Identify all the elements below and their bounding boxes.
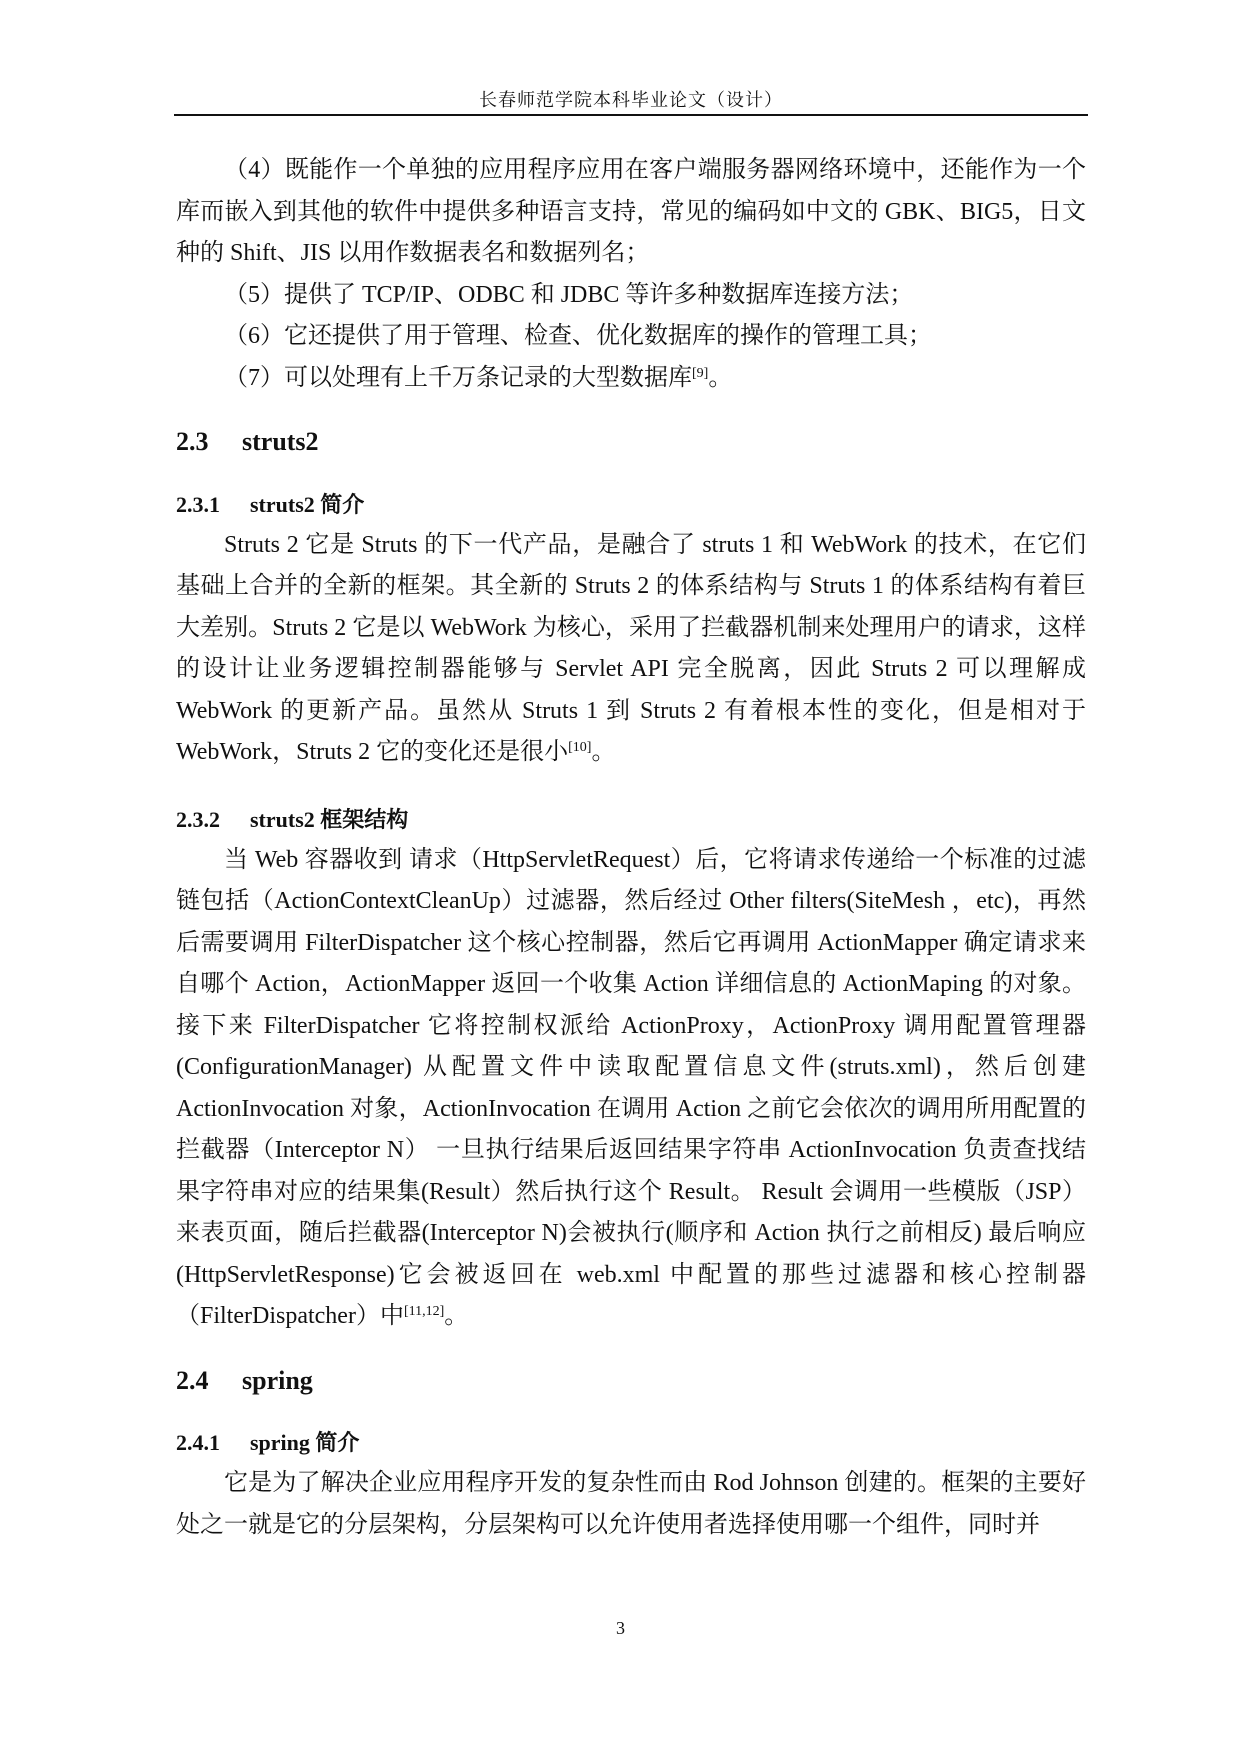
paragraph-tail: 。 [591,739,616,765]
list-item [176,316,1086,358]
subsection-heading-2-3-2 [176,800,1086,840]
list-item-tail: 。 [708,364,733,391]
section-title: struts2 [242,427,319,456]
paragraph [176,840,1086,1338]
citation-ref: [11,12] [403,1304,445,1319]
subsection-heading-2-4-1 [176,1423,1086,1463]
list-item-text: （6）它还提供了用于管理、检查、优化数据库的操作的管理工具； [224,323,932,349]
page-number: 3 [616,1618,625,1638]
section-heading-2-3 [176,421,1086,463]
list-item [176,358,1086,400]
citation-ref: [9] [692,365,709,381]
header-rule [174,114,1088,116]
page-header: 长春师范学院本科毕业论文（设计） [479,90,783,110]
subsection-heading-2-3-1 [176,485,1086,525]
paragraph [176,1463,1086,1546]
section-number: 2.3 [176,427,209,456]
list-item-text: （4）既能作一个单独的应用程序应用在客户端服务器网络环境中，还能作为一个库而嵌入到其他的软件中提供多种语言支持，常见的编码如中文的 GBK、BIG5，日文种的 Shift、JIS 以用作数据表名和数据列名； [176,157,1086,266]
citation-ref: [10] [568,740,592,755]
list-item [176,150,1086,275]
subsection-title: spring 简介 [250,1430,360,1455]
list-item-text: （7）可以处理有上千万条记录的大型数据库 [224,364,692,391]
paragraph-text: 当 Web 容器收到 请求（HttpServletRequest）后，它将请求传递给一个标准的过滤链包括（ActionContextCleanUp）过滤器，然后经过 Other filters(SiteMesh ，etc)，再然后需要调用 FilterDispatcher 这个核心控制器，然后它再调用 ActionMapper 确定请求来自哪个 Action，ActionMapper 返回一个收集 Action 详细信息的 ActionMaping 的对象。接下来 FilterDispatcher 它将控制权派给 ActionProxy，ActionProxy 调用配置管理器(ConfigurationManager) 从配置文件中读取配置信息文件(struts.xml)，然后创建 ActionInvocation 对象，ActionInvocation 在调用 Action 之前它会依次的调用所用配置的拦截器（Interceptor N） 一旦执行结果后返回结果字符串 ActionInvocation 负责查找结果字符串对应的结果集(Result）然后执行这个 Result。 Result 会调用一些模版（JSP）来表页面，随后拦截器(Interceptor N)会被执行(顺序和 Action 执行之前相反) 最后响应(HttpServletResponse)它会被返回在 web.xml 中配置的那些过滤器和核心控制器（FilterDispatcher）中 [176,846,1086,1329]
subsection-number: 2.3.1 [176,491,220,517]
subsection-number: 2.3.2 [176,806,220,832]
subsection-title: struts2 框架结构 [250,806,409,832]
subsection-title: struts2 简介 [250,491,365,517]
section-title: spring [242,1365,313,1395]
document-body [176,150,1086,1546]
section-number: 2.4 [176,1365,209,1395]
list-item [176,275,1086,317]
paragraph [176,525,1086,774]
paragraph-text: Struts 2 它是 Struts 的下一代产品，是融合了 struts 1 和 WebWork 的技术，在它们基础上合并的全新的框架。其全新的 Struts 2 的体系结构与 Struts 1 的体系结构有着巨大差别。Struts 2 它是以 WebWork 为核心，采用了拦截器机制来处理用户的请求，这样的设计让业务逻辑控制器能够与 Servlet API 完全脱离，因此 Struts 2 可以理解成 WebWork 的更新产品。虽然从 Struts 1 到 Struts 2 有着根本性的变化，但是相对于 WebWork，Struts 2 它的变化还是很小 [176,531,1086,765]
section-heading-2-4 [176,1360,1086,1402]
list-item-text: （5）提供了 TCP/IP、ODBC 和 JDBC 等许多种数据库连接方法； [224,281,914,308]
subsection-number: 2.4.1 [176,1430,220,1455]
paragraph-text: 它是为了解决企业应用程序开发的复杂性而由 Rod Johnson 创建的。框架的主要好处之一就是它的分层架构，分层架构可以允许使用者选择使用哪一个组件，同时并 [176,1470,1086,1538]
paragraph-tail: 。 [444,1303,469,1329]
